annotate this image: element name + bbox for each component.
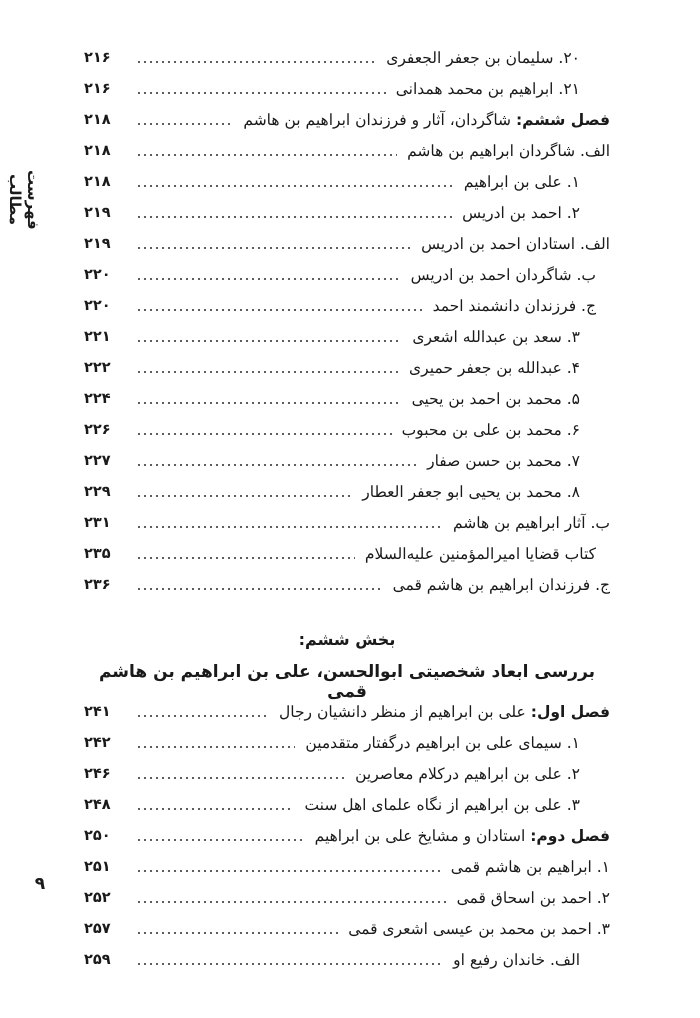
dot-leader (136, 123, 233, 125)
dot-leader (136, 92, 386, 94)
toc-entry-title (362, 483, 610, 501)
toc-entry-text: ۲. احمد بن ادریس (462, 203, 580, 222)
toc-entry-title (411, 266, 610, 284)
page-number: ۹ (34, 874, 46, 894)
dot-leader (136, 588, 383, 590)
toc-page-number: ۲۲۰ (84, 266, 111, 283)
toc-entry[interactable] (84, 696, 610, 727)
toc-entry[interactable] (84, 228, 610, 259)
toc-entry[interactable] (84, 290, 610, 321)
toc-entry-text: ۱. علی بن ابراهیم (463, 172, 580, 191)
toc-page-number: ۲۵۰ (84, 827, 111, 844)
toc-entry[interactable] (84, 507, 610, 538)
toc-entry[interactable] (84, 538, 610, 569)
toc-entry-title (412, 390, 610, 408)
toc-entry-text: ج. فرزندان دانشمند احمد (432, 296, 596, 315)
toc-entry[interactable] (84, 42, 610, 73)
toc-entry-title (279, 703, 610, 721)
toc-entry-text: ۲۱. ابراهیم بن محمد همدانی (395, 79, 580, 98)
toc-entry-title (355, 765, 610, 783)
toc-entry[interactable] (84, 851, 610, 882)
toc-entry[interactable] (84, 882, 610, 913)
toc-entry[interactable] (84, 321, 610, 352)
toc-entry[interactable] (84, 944, 610, 975)
toc-entry-title (412, 328, 610, 346)
toc-entry-title (462, 204, 610, 222)
toc-entry-text: ۱. ابراهیم بن هاشم قمی (450, 857, 610, 876)
dot-leader (136, 309, 423, 311)
toc-entry-text: ۵. محمد بن احمد بن یحیی (411, 389, 580, 408)
toc-entry-text: استادان و مشایخ علی بن ابراهیم (314, 826, 531, 845)
toc-entry-title (457, 889, 610, 907)
toc-page-number: ۲۱۶ (84, 49, 111, 66)
toc-page-number: ۲۱۹ (84, 235, 111, 252)
toc-entry-title (407, 142, 610, 160)
toc-entry-title (315, 827, 610, 845)
toc-entry-title (464, 173, 610, 191)
toc-entry-text: ۲. علی بن ابراهیم درکلام معاصرین (355, 764, 580, 783)
toc-page-number: ۲۵۹ (84, 951, 111, 968)
dot-leader (136, 216, 452, 218)
side-running-title: فهرست مطالب (6, 170, 42, 230)
toc-page-number: ۲۱۹ (84, 204, 111, 221)
toc-page-number: ۲۴۲ (84, 734, 111, 751)
toc-entry-title (348, 920, 610, 938)
toc-entry-text: ۳. علی بن ابراهیم از نگاه علمای اهل سنت (304, 795, 580, 814)
toc-entry-title (396, 80, 610, 98)
toc-page-number: ۲۳۵ (84, 545, 111, 562)
toc-entry-text: ۴. عبدالله بن جعفر حمیری (409, 358, 580, 377)
dot-leader (136, 433, 392, 435)
toc-entry[interactable] (84, 445, 610, 476)
toc-list-bottom (84, 696, 610, 975)
toc-page-number: ۲۵۲ (84, 889, 111, 906)
part-heading: بخش ششم: (298, 630, 396, 649)
dot-leader (136, 464, 417, 466)
toc-page-number: ۲۱۸ (84, 173, 111, 190)
toc-list-top (84, 42, 610, 600)
dot-leader (136, 870, 441, 872)
dot-leader (136, 746, 295, 748)
toc-page-number: ۲۳۱ (84, 514, 111, 531)
toc-entry-title (304, 796, 610, 814)
chapter-label: فصل دوم: (530, 826, 610, 845)
toc-entry-text: الف. شاگردان ابراهیم بن هاشم (407, 141, 610, 160)
part-title: بررسی ابعاد شخصیتی ابوالحسن، علی بن ابراهیم بن هاشم قمی (98, 662, 596, 702)
toc-entry-title (421, 235, 610, 253)
toc-entry[interactable] (84, 476, 610, 507)
toc-page-number: ۲۱۸ (84, 142, 111, 159)
toc-entry-text: ۷. محمد بن حسن صفار (427, 451, 580, 470)
toc-page-number: ۲۱۶ (84, 80, 111, 97)
toc-entry-text: ب. آثار ابراهیم بن هاشم (452, 513, 610, 532)
toc-entry-title (402, 421, 610, 439)
toc-page-number: ۲۱۸ (84, 111, 111, 128)
dot-leader (136, 839, 305, 841)
dot-leader (136, 963, 443, 965)
dot-leader (136, 495, 352, 497)
toc-entry-title (409, 359, 610, 377)
dot-leader (136, 932, 338, 934)
dot-leader (136, 777, 345, 779)
toc-entry-title (386, 49, 610, 67)
toc-entry-text: ۱. سیمای علی بن ابراهیم درگفتار متقدمین (305, 733, 580, 752)
toc-entry-text: علی بن ابراهیم از منظر دانشیان رجال (278, 702, 531, 721)
dot-leader (136, 278, 401, 280)
chapter-label: فصل اول: (530, 702, 610, 721)
toc-page-number: ۲۵۱ (84, 858, 111, 875)
toc-entry-text: ۲۰. سلیمان بن جعفر الجعفری (386, 48, 580, 67)
toc-entry[interactable] (84, 197, 610, 228)
toc-entry-title (393, 576, 610, 594)
toc-entry-text: الف. استادان احمد بن ادریس (421, 234, 610, 253)
toc-page-number: ۲۴۸ (84, 796, 111, 813)
dot-leader (136, 715, 269, 717)
toc-entry[interactable] (84, 789, 610, 820)
toc-entry-title (365, 545, 610, 563)
toc-entry[interactable] (84, 73, 610, 104)
toc-entry[interactable] (84, 383, 610, 414)
toc-entry-text: ب. شاگردان احمد بن ادریس (410, 265, 596, 284)
toc-page-number: ۲۲۲ (84, 359, 111, 376)
dot-leader (136, 340, 402, 342)
toc-entry-text: شاگردان، آثار و فرزندان ابراهیم بن هاشم (243, 110, 516, 129)
toc-page-number: ۲۳۶ (84, 576, 111, 593)
toc-entry-text: الف. خاندان رفیع او (453, 950, 580, 969)
toc-page-number: ۲۲۴ (84, 390, 111, 407)
toc-entry-text: ۲. احمد بن اسحاق قمی (456, 888, 610, 907)
dot-leader (136, 154, 397, 156)
toc-entry[interactable] (84, 414, 610, 445)
toc-page-number: ۲۲۱ (84, 328, 111, 345)
toc-entry-text: ۸. محمد بن یحیی ابو جعفر العطار (362, 482, 580, 501)
toc-page-number: ۲۲۹ (84, 483, 111, 500)
toc-page-number: ۲۲۷ (84, 452, 111, 469)
toc-entry[interactable] (84, 758, 610, 789)
toc-entry-title (427, 452, 610, 470)
dot-leader (136, 402, 402, 404)
toc-page-number: ۲۵۷ (84, 920, 111, 937)
toc-entry[interactable] (84, 913, 610, 944)
toc-entry[interactable] (84, 727, 610, 758)
toc-entry[interactable] (84, 820, 610, 851)
toc-entry[interactable] (84, 104, 610, 135)
toc-entry-text: ۳. احمد بن محمد بن عیسی اشعری قمی (348, 919, 610, 938)
toc-entry-title (243, 111, 610, 129)
toc-entry-text: ۶. محمد بن علی بن محبوب (401, 420, 580, 439)
toc-entry[interactable] (84, 569, 610, 600)
toc-entry-title (453, 514, 610, 532)
dot-leader (136, 61, 376, 63)
dot-leader (136, 557, 355, 559)
toc-page-number: ۲۲۶ (84, 421, 111, 438)
toc-entry-text: ج. فرزندان ابراهیم بن هاشم قمی (392, 575, 610, 594)
toc-entry[interactable] (84, 135, 610, 166)
dot-leader (136, 901, 447, 903)
toc-entry[interactable] (84, 352, 610, 383)
toc-entry-text: ۳. سعد بن عبدالله اشعری (412, 327, 580, 346)
dot-leader (136, 526, 443, 528)
chapter-label: فصل ششم: (515, 110, 610, 129)
toc-entry-title (453, 951, 610, 969)
dot-leader (136, 247, 411, 249)
toc-entry-title (305, 734, 610, 752)
toc-page-number: ۲۴۶ (84, 765, 111, 782)
toc-page-number: ۲۲۰ (84, 297, 111, 314)
toc-entry-text: کتاب قضایا امیرالمؤمنین علیه‌السلام (364, 544, 596, 563)
toc-entry-title (433, 297, 610, 315)
dot-leader (136, 185, 454, 187)
dot-leader (136, 371, 399, 373)
toc-entry-title (451, 858, 610, 876)
dot-leader (136, 808, 294, 810)
toc-page-number: ۲۴۱ (84, 703, 111, 720)
toc-entry[interactable] (84, 166, 610, 197)
toc-entry[interactable] (84, 259, 610, 290)
